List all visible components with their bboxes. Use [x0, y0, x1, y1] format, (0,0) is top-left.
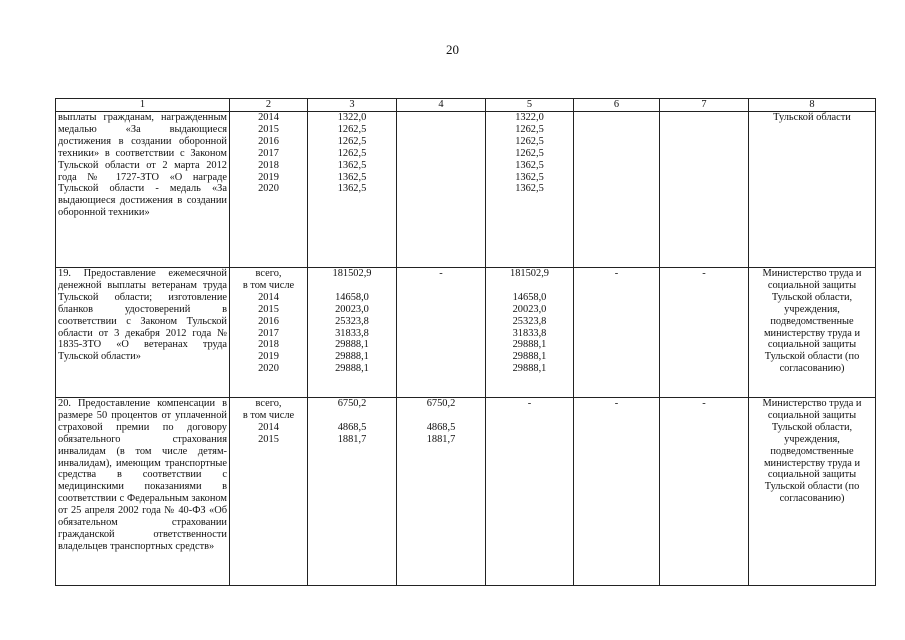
row-col5-values: 181502,9 14658,0 20023,0 25323,8 31833,8 29888,1 29888,1 29888,1: [486, 268, 574, 398]
row-col4-values: [397, 112, 486, 268]
row-years: всего, в том числе 2014 2015 2016 2017 2018 2019 2020: [230, 268, 308, 398]
table-row: [56, 398, 876, 586]
row-col7: [660, 112, 749, 268]
row-col6: -: [574, 398, 660, 586]
row-col7: -: [660, 398, 749, 586]
row-col3-values: 1322,0 1262,5 1262,5 1262,5 1362,5 1362,5 1362,5: [308, 112, 397, 268]
row-col6: -: [574, 268, 660, 398]
row-years: всего, в том числе 2014 2015: [230, 398, 308, 586]
header-col-6: 6: [574, 99, 660, 112]
row-col5-values: 1322,0 1262,5 1262,5 1262,5 1362,5 1362,5 1362,5: [486, 112, 574, 268]
header-col-8: 8: [749, 99, 876, 112]
row-description: 20. Предоставление компенсации в размере 50 процентов от уплаченной страховой премии по договору обязательного страхования инвалидам (в том числе детям-инвалидам), имеющим транспортные средства в соответствии с медицинскими показаниями в соответствии с Федеральным законом от 25 апреля 2002 года № 40-ФЗ «Об обязательном страховании гражданской ответственности владельцев транспортных средств»: [56, 398, 230, 586]
header-col-2: 2: [230, 99, 308, 112]
header-col-3: 3: [308, 99, 397, 112]
header-col-5: 5: [486, 99, 574, 112]
row-description: 19. Предоставление ежемесячной денежной выплаты ветеранам труда Тульской области; изготовление бланков удостоверений в соответствии с Законом Тульской области от 3 декабря 2012 года № 1835-ЗТО «О ветеранах труда Тульской области»: [56, 268, 230, 398]
row-col4-values: 6750,2 4868,5 1881,7: [397, 398, 486, 586]
header-col-1: 1: [56, 99, 230, 112]
row-responsible: Тульской области: [749, 112, 876, 268]
row-description: выплаты гражданам, награжденным медалью «За выдающиеся достижения в создании оборонной техники» в соответствии с Законом Тульской области от 2 марта 2012 года № 1727-ЗТО «О награде Тульской области - медаль «За выдающиеся достижения в создании оборонной техники»: [56, 112, 230, 268]
row-years: 2014 2015 2016 2017 2018 2019 2020: [230, 112, 308, 268]
row-responsible: Министерство труда и социальной защиты Тульской области, учреждения, подведомственные министерству труда и социальной защиты Тульской области (по согласованию): [749, 268, 876, 398]
table-row: [56, 112, 876, 268]
table-row: [56, 268, 876, 398]
row-col3-values: 181502,9 14658,0 20023,0 25323,8 31833,8 29888,1 29888,1 29888,1: [308, 268, 397, 398]
row-col3-values: 6750,2 4868,5 1881,7: [308, 398, 397, 586]
budget-table: [55, 98, 876, 586]
header-col-7: 7: [660, 99, 749, 112]
row-col7: -: [660, 268, 749, 398]
row-responsible: Министерство труда и социальной защиты Тульской области, учреждения, подведомственные министерству труда и социальной защиты Тульской области (по согласованию): [749, 398, 876, 586]
header-col-4: 4: [397, 99, 486, 112]
header-row: [56, 99, 876, 112]
row-col6: [574, 112, 660, 268]
page-number: 20: [446, 42, 459, 57]
row-col4-values: -: [397, 268, 486, 398]
row-col5-values: -: [486, 398, 574, 586]
